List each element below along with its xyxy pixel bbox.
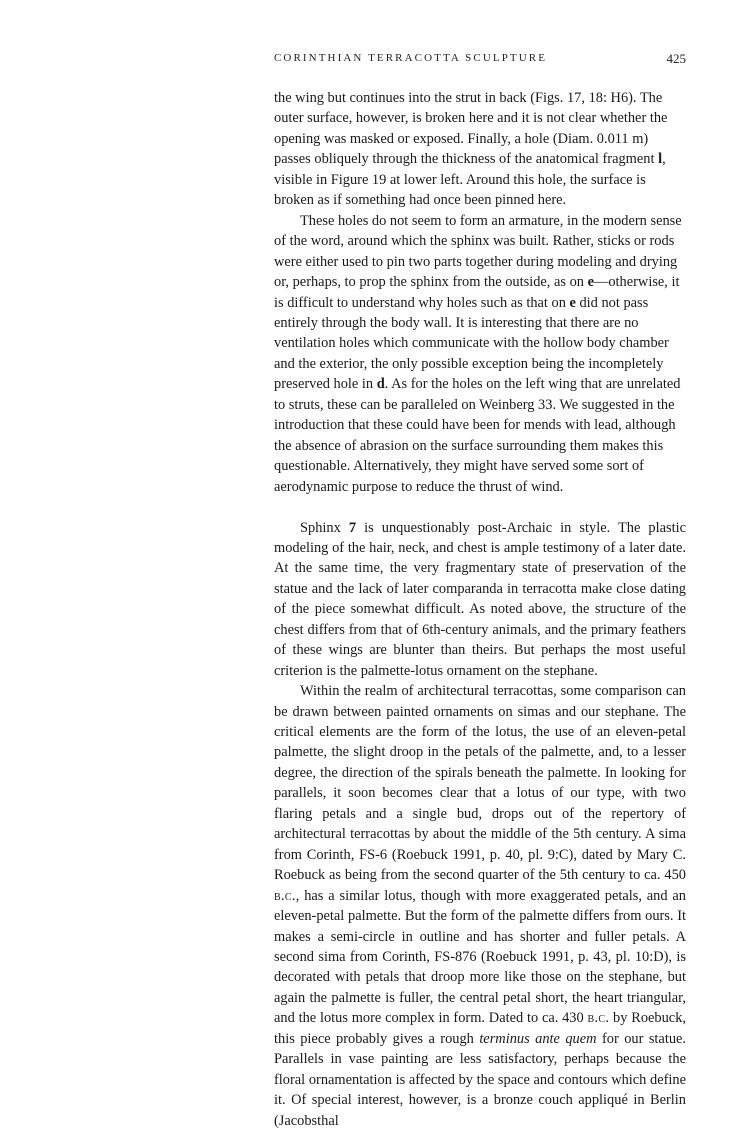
text-run: . As for the holes on the left wing that are unrelated to struts, these can be paralleled on Weinberg 33. We suggested in the introduction that these could have been for mends with lead, although the absence of abrasion on the surface surrounding them makes this questionable. Alternatively, they might have served some sort of aerodynamic purpose to reduce the thrust of wind. (274, 376, 681, 495)
page-number: 425 (666, 51, 686, 66)
text-run: , has a similar lotus, though with more exaggerated petals, and an eleven-petal palmette. But the form of the palmette differs from ours. It makes a semi-circle in outline and has shorter and fuller petals. A second sima from Corinth, FS-876 (Roebuck 1991, p. 43, pl. 10:D), is decorated with petals that droop more like those on the stephane, but again the palmette is fuller, the central petal short, the heart triangular, and the lotus more complex in form. Dated to ca. 430 (274, 887, 686, 1027)
running-head (274, 52, 686, 70)
bold-reference: e (569, 294, 576, 311)
text-run: is unquestionably post-Archaic in style. The plastic modeling of the hair, neck, and chest is ample testimony of a later date. At the same time, the very fragmentary state of preservation of the statue and the lack of later comparanda in terracotta make close dating of the piece somewhat difficult. As noted above, the structure of the chest differs from that of 6th-century animals, and the primary feathers of these wings are blunter than theirs. But perhaps the most useful criterion is the palmette-lotus ornament on the stephane. (274, 519, 686, 679)
paragraph (274, 681, 686, 1131)
text-run: Sphinx (300, 519, 349, 536)
text-run: —otherwise, it is difficult to understand why holes such as that on (274, 274, 680, 311)
text-run: for our statue. Parallels in vase painting are less satisfactory, perhaps because the floral ornamentation is affected by the space and contours which define it. Of special interest, however, is a bronze couch appliqué in Berlin (Jacobsthal (274, 1030, 686, 1129)
text-run: by Roebuck, this piece probably gives a rough (274, 1010, 686, 1047)
small-caps-era: b.c. (587, 1010, 610, 1027)
bold-reference: d (376, 376, 385, 393)
body-text (274, 88, 686, 1131)
running-title: CORINTHIAN TERRACOTTA SCULPTURE (274, 52, 548, 64)
text-run: did not pass entirely through the body wall. It is interesting that there are no ventilation holes which communicate with the hollow body chamber and the exterior, the only possible exception being the incompletely preserved hole in (274, 294, 669, 393)
paragraph (274, 518, 686, 682)
paragraph (274, 211, 686, 497)
italic-term: terminus ante quem (479, 1030, 597, 1047)
bold-reference: l (658, 151, 663, 168)
bold-reference: 7 (348, 519, 357, 536)
text-run: , visible in Figure 19 at lower left. Around this hole, the surface is broken as if something had once been pinned here. (274, 151, 666, 209)
bold-reference: e (587, 274, 594, 291)
paragraph (274, 88, 686, 211)
small-caps-era: b.c. (274, 887, 296, 904)
text-run: Within the realm of architectural terracottas, some comparison can be drawn between painted ornaments on simas and our stephane. The critical elements are the form of the lotus, the use of an eleven-petal palmette, the slight droop in the petals of the palmette, and, to a lesser degree, the direction of the spirals beneath the palmette. In looking for parallels, it soon becomes clear that a lotus of our type, with two flaring petals and a single bud, drops out of the repertory of architectural terracottas by about the middle of the 5th century. A sima from Corinth, FS-6 (Roebuck 1991, p. 40, pl. 9:C), dated by Mary C. Roebuck as being from the second quarter of the 5th century to ca. 450 (274, 683, 686, 884)
text-run: These holes do not seem to form an armature, in the modern sense of the word, around which the sphinx was built. Rather, sticks or rods were either used to pin two parts together during modeling and drying or, perhaps, to prop the sphinx from the outside, as on (274, 212, 682, 291)
text-run: the wing but continues into the strut in back (Figs. 17, 18: H6). The outer surface, however, is broken here and it is not clear whether the opening was masked or exposed. Finally, a hole (Diam. 0.011 m) passes obliquely through the thickness of the anatomical fragment (274, 90, 668, 168)
